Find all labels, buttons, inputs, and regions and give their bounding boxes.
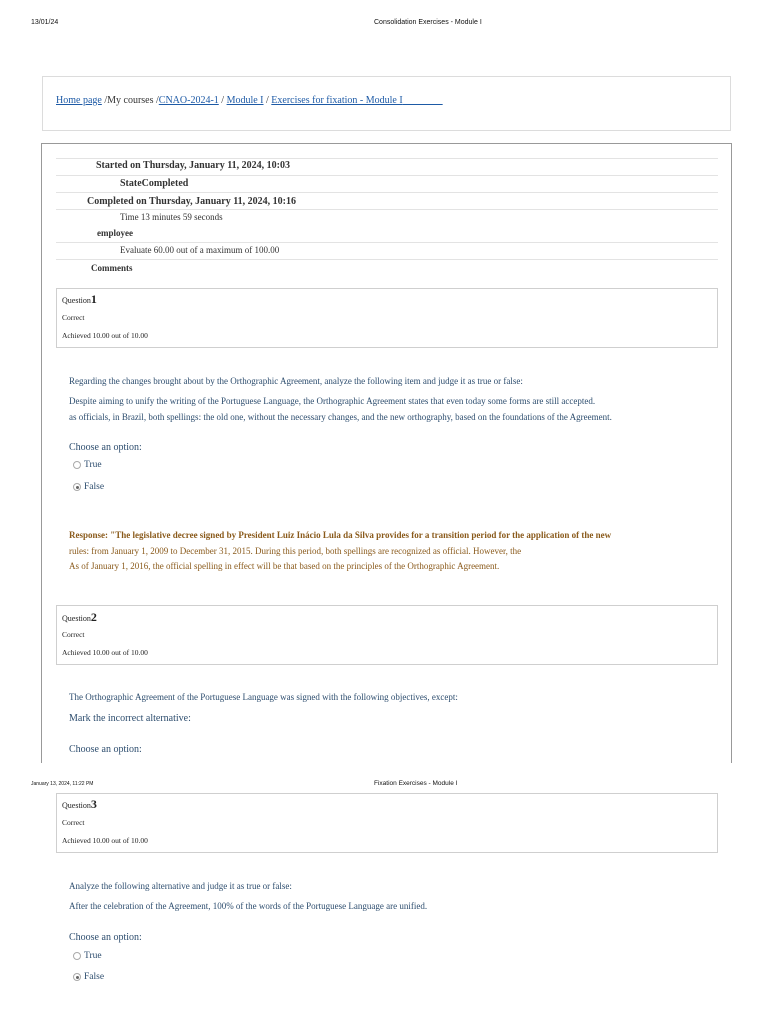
option-label: False <box>84 972 105 982</box>
response-feedback: Response: "The legislative decree signed by President Luiz Inácio Lula da Silva provides for a transition period for the application of the new <box>69 530 612 540</box>
question-state: Correct <box>62 818 85 827</box>
radio-button-selected[interactable] <box>73 483 81 491</box>
option-true[interactable] <box>73 951 102 961</box>
question-grade: Achieved 10.00 out of 10.00 <box>62 331 148 340</box>
question-info-box <box>56 288 718 348</box>
print-date: January 13, 2024, 11:22 PM <box>31 781 94 787</box>
summary-divider <box>56 242 718 243</box>
option-false[interactable] <box>73 482 104 492</box>
summary-time: Time 13 minutes 59 seconds <box>120 212 223 222</box>
question-number: 2 <box>90 610 97 624</box>
summary-state: StateCompleted <box>120 178 189 189</box>
summary-divider <box>56 158 718 159</box>
question-prompt: Analyze the following alternative and judge it as true or false: <box>69 881 292 891</box>
summary-employee: employee <box>97 228 133 238</box>
question-prompt: The Orthographic Agreement of the Portuguese Language was signed with the following objectives, except: <box>69 692 458 702</box>
option-label: True <box>84 951 102 961</box>
breadcrumb-my-courses: My courses <box>107 95 154 106</box>
question-title <box>62 610 97 625</box>
summary-started: Started on Thursday, January 11, 2024, 10:03 <box>96 160 291 171</box>
choose-option-label: Choose an option: <box>69 442 142 453</box>
breadcrumb-separator: / <box>101 95 108 106</box>
radio-button-selected[interactable] <box>73 973 81 981</box>
breadcrumb-separator: / <box>218 95 227 106</box>
print-date: 13/01/24 <box>31 19 59 26</box>
question-text: After the celebration of the Agreement, 100% of the words of the Portuguese Language are unified. <box>69 901 428 911</box>
question-label: Question <box>62 614 91 623</box>
radio-button[interactable] <box>73 461 81 469</box>
question-state: Correct <box>62 313 85 322</box>
question-text: Despite aiming to unify the writing of the Portuguese Language, the Orthographic Agreement states that even today some forms are still accepted. <box>69 396 596 406</box>
breadcrumb-trail-link[interactable] <box>403 95 443 106</box>
print-title: Fixation Exercises - Module I <box>374 780 458 787</box>
breadcrumb-module-link[interactable]: Module I <box>226 95 264 106</box>
question-info-box <box>56 793 718 853</box>
summary-divider <box>56 175 718 176</box>
choose-option-label: Choose an option: <box>69 932 142 943</box>
breadcrumb-course-link[interactable]: CNAO-2024-1 <box>158 95 219 106</box>
question-info-box <box>56 605 718 665</box>
question-instruction: Mark the incorrect alternative: <box>69 713 191 724</box>
question-title <box>62 292 97 307</box>
breadcrumb <box>56 95 443 106</box>
question-label: Question <box>62 801 91 810</box>
question-grade: Achieved 10.00 out of 10.00 <box>62 836 148 845</box>
breadcrumb-separator: / <box>263 95 272 106</box>
breadcrumb-separator: / <box>153 95 159 106</box>
summary-evaluate: Evaluate 60.00 out of a maximum of 100.00 <box>120 245 280 255</box>
option-label: False <box>84 482 105 492</box>
question-prompt: Regarding the changes brought about by the Orthographic Agreement, analyze the following item and judge it as true or false: <box>69 376 523 386</box>
question-state: Correct <box>62 630 85 639</box>
response-feedback: As of January 1, 2016, the official spelling in effect will be that based on the principles of the Orthographic Agreement. <box>69 561 500 571</box>
response-feedback: rules: from January 1, 2009 to December 31, 2015. During this period, both spellings are recognized as official. However, the <box>69 546 522 556</box>
attempt-review-frame <box>41 143 732 763</box>
question-grade: Achieved 10.00 out of 10.00 <box>62 648 148 657</box>
radio-button[interactable] <box>73 952 81 960</box>
question-title <box>62 797 97 812</box>
option-true[interactable] <box>73 460 102 470</box>
summary-comments: Comments <box>91 263 133 273</box>
breadcrumb-exercises-link[interactable]: Exercises for fixation - Module I <box>271 95 403 106</box>
choose-option-label: Choose an option: <box>69 744 142 755</box>
question-text: as officials, in Brazil, both spellings: the old one, without the necessary changes, and the new orthography, based on the foundations of the Agreement. <box>69 412 612 422</box>
summary-divider <box>56 209 718 210</box>
question-number: 1 <box>90 292 97 306</box>
summary-completed: Completed on Thursday, January 11, 2024, 10:16 <box>87 196 297 207</box>
summary-divider <box>56 192 718 193</box>
print-title: Consolidation Exercises - Module I <box>374 19 482 26</box>
summary-divider <box>56 259 718 260</box>
option-label: True <box>84 460 102 470</box>
question-number: 3 <box>90 797 97 811</box>
breadcrumb-home-link[interactable]: Home page <box>56 95 102 106</box>
option-false[interactable] <box>73 972 104 982</box>
question-label: Question <box>62 296 91 305</box>
